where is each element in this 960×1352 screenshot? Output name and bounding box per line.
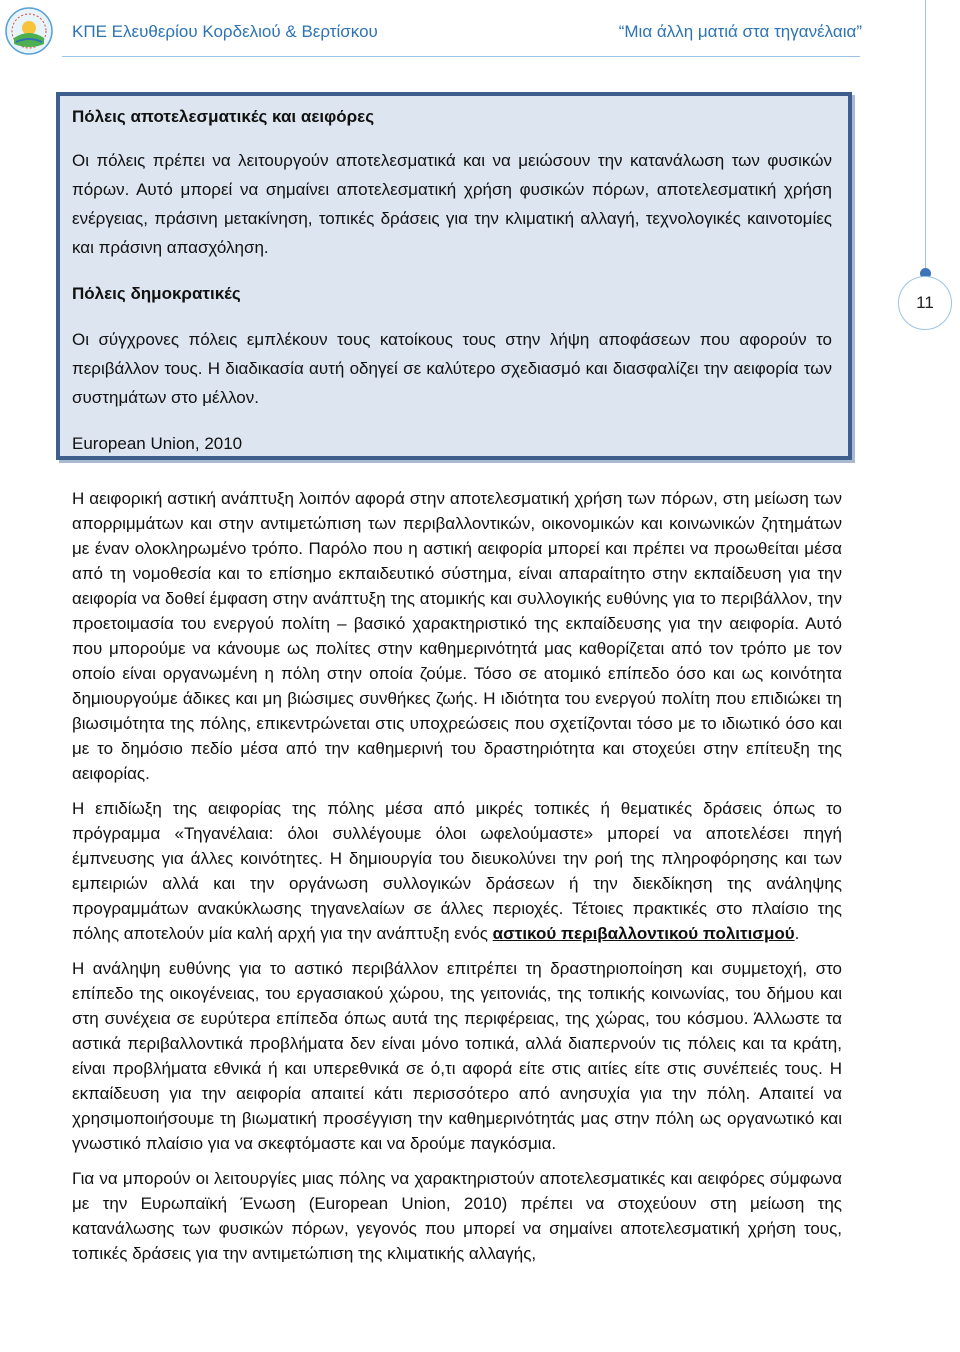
callout-source: European Union, 2010 bbox=[72, 434, 243, 453]
page-number: 11 bbox=[898, 276, 952, 330]
body-paragraph-2-end: . bbox=[794, 924, 800, 943]
header-organization: ΚΠΕ Ελευθερίου Κορδελιού & Βερτίσκου bbox=[72, 22, 378, 41]
kpe-logo-icon bbox=[4, 6, 54, 56]
page-header bbox=[0, 0, 960, 62]
main-text bbox=[72, 486, 842, 1276]
callout-box bbox=[56, 92, 852, 460]
page-number-connector bbox=[925, 0, 926, 268]
body-paragraph-3: Η ανάληψη ευθύνης για το αστικό περιβάλλον επιτρέπει τη δραστηριοποίηση και συμμετοχή, στο επίπεδο της οικογένειας, του εργασιακού χώρου, της γειτονιάς, της τοπικής κοινωνίας, του δήμου και στη συνέχεια σε ευρύτερα επίπεδα όπως αυτά της περιφέρειας, της χώρας, του κόσμου. Άλλωστε τα αστικά περιβαλλοντικά προβλήματα δεν είναι μόνο τοπικά, αλλά διαπερνούν τις πόλεις και τα κράτη, είναι προβλήματα εθνικά ή και υπερεθνικά σε ό,τι αφορά είτε στις αιτίες είτε στις συνέπειές τους. Η εκπαίδευση για την αειφορία απαιτεί κάτι περισσότερο από ανησυχία για την πόλη. Απαιτεί να χρησιμοποιήσουμε τη βιωματική προσέγγιση την καθημερινότητάς μας στην πόλη ως οργανωτικό και γνωστικό πλαίσιο για να σκεφτόμαστε και να δρούμε παγκόσμια. bbox=[72, 959, 842, 1153]
header-project-title: “Μια άλλη ματιά στα τηγανέλαια” bbox=[618, 22, 862, 41]
body-paragraph-2-text: Η επιδίωξη της αειφορίας της πόλης μέσα από μικρές τοπικές ή θεματικές δράσεις όπως το πρόγραμμα «Τηγανέλαια: όλοι συλλέγουμε όλοι ωφελούμαστε» μπορεί να αποτελέσει πηγή έμπνευσης για άλλες κοινότητες. Η δημιουργία του διευκολύνει την ροή της πληροφόρησης και των εμπειριών αλλά και την οργάνωση συλλογικών δράσεων ή την διεκδίκηση της ανάληψης προγραμμάτων ανακύκλωσης τηγανελαίων σε άλλες περιοχές. Τέτοιες πρακτικές στο πλαίσιο της πόλης αποτελούν μία καλή αρχή για την ανάπτυξη ενός bbox=[72, 799, 842, 943]
body-paragraph-2 bbox=[72, 796, 842, 946]
header-divider bbox=[62, 56, 860, 57]
callout-heading-democratic-cities: Πόλεις δημοκρατικές bbox=[72, 284, 241, 303]
callout-paragraph-democratic: Οι σύγχρονες πόλεις εμπλέκουν τους κατοίκους τους στην λήψη αποφάσεων που αφορούν το περιβάλλον τους. Η διαδικασία αυτή οδηγεί σε καλύτερο σχεδιασμό και διασφαλίζει την αειφορία των συστημάτων στο μέλλον. bbox=[72, 330, 832, 407]
body-paragraph-4: Για να μπορούν οι λειτουργίες μιας πόλης να χαρακτηριστούν αποτελεσματικές και αειφόρες σύμφωνα με την Ευρωπαϊκή Ένωση (European Union, 2010) πρέπει να στοχεύουν στη μείωση της κατανάλωσης των φυσικών πόρων, γεγονός που μπορεί να σημαίνει αποτελεσματική χρήση τους, τοπικές δράσεις για την αντιμετώπιση της κλιματικής αλλαγής, bbox=[72, 1169, 842, 1263]
body-paragraph-2-bold: αστικού περιβαλλοντικού πολιτισμού bbox=[492, 924, 795, 943]
body-paragraph-1: Η αειφορική αστική ανάπτυξη λοιπόν αφορά στην αποτελεσματική χρήση των πόρων, στη μείωση των απορριμμάτων και στην αντιμετώπιση των περιβαλλοντικών, οικονομικών και κοινωνικών ζητημάτων με έναν ολοκληρωμένο τρόπο. Παρόλο που η αστική αειφορία μπορεί και πρέπει να προωθείται μέσα από τη νομοθεσία και το επίσημο εκπαιδευτικό σύστημα, είναι απαραίτητο στην εκπαίδευση για την αειφορία να δοθεί έμφαση στην ανάπτυξη της ατομικής και συλλογικής ευθύνης για το περιβάλλον, την προετοιμασία του ενεργού πολίτη – βασικό χαρακτηριστικό της εκπαίδευσης για την αειφορία. Αυτό που μπορούμε να κάνουμε ως πολίτες στην καθημερινότητά μας καθορίζεται από τον τρόπο με τον οποίο είναι οργανωμένη η πόλη στην οποία ζούμε. Τόσο σε ατομικό επίπεδο όσο και ως κοινότητα δημιουργούμε άδικες και μη βιώσιμες συνθήκες ζωής. Η ιδιότητα του ενεργού πολίτη που επιδιώκει τη βιωσιμότητα της πόλης, επικεντρώνεται στις υποχρεώσεις που σχετίζονται τόσο με το ιδιωτικό όσο και με το δημόσιο πεδίο μέσα από την καθημερινή του δραστηριότητα και στοχεύει στην επίτευξη της αειφορίας. bbox=[72, 489, 842, 783]
callout-paragraph-efficient: Οι πόλεις πρέπει να λειτουργούν αποτελεσματικά και να μειώσουν την κατανάλωση των φυσικών πόρων. Αυτό μπορεί να σημαίνει αποτελεσματική χρήση φυσικών πόρων, αποτελεσματική χρήση ενέργειας, πράσινη μετακίνηση, τοπικές δράσεις για την κλιματική αλλαγή, τεχνολογικές καινοτομίες και πράσινη απασχόληση. bbox=[72, 151, 832, 257]
callout-heading-efficient-cities: Πόλεις αποτελεσματικές και αειφόρες bbox=[72, 107, 375, 126]
